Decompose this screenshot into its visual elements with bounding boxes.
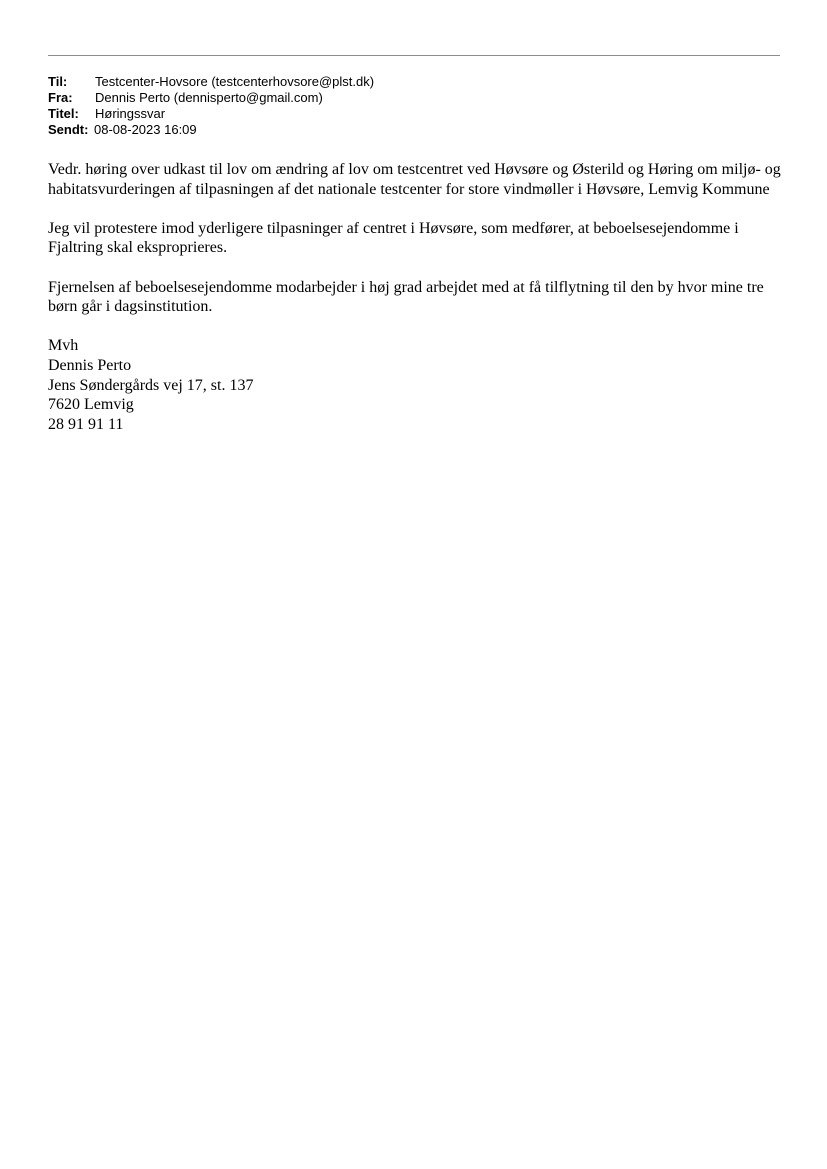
header-subject-value: Høringssvar (95, 106, 166, 121)
signature-greeting: Mvh (48, 337, 79, 355)
header-divider (48, 55, 780, 56)
email-header-block (48, 74, 374, 138)
header-sent-label: Sendt: (48, 122, 89, 137)
header-sent-row (48, 122, 374, 138)
header-from-label: Fra: (48, 90, 73, 105)
header-sent-value: 08-08-2023 16:09 (94, 122, 197, 137)
header-from-row (48, 90, 374, 106)
header-subject-row (48, 106, 374, 122)
signature-phone: 28 91 91 11 (48, 415, 124, 433)
signature-city: 7620 Lemvig (48, 396, 134, 414)
signature-block (48, 336, 783, 434)
header-from-value: Dennis Perto (dennisperto@gmail.com) (95, 90, 323, 105)
body-paragraph-protest: Jeg vil protestere imod yderligere tilpasninger af centret i Høvsøre, som medfører, at beboelsesejendomme i Fjaltring skal eksproprieres. (48, 219, 739, 257)
signature-street: Jens Søndergårds vej 17, st. 137 (48, 376, 254, 394)
body-paragraph-reason: Fjernelsen af beboelsesejendomme modarbejder i høj grad arbejdet med at få tilflytning til den by hvor mine tre børn går i dagsinstitution. (48, 278, 764, 316)
header-to-row (48, 74, 374, 90)
signature-name: Dennis Perto (48, 356, 132, 374)
body-paragraph-subject: Vedr. høring over udkast til lov om ændring af lov om testcentret ved Høvsøre og Østerild og Høring om miljø- og habitatsvurderingen af tilpasningen af det nationale testcenter for store vindmøller i Høvsøre, Lemvig Kommune (48, 161, 781, 198)
header-to-value: Testcenter-Hovsore (testcenterhovsore@plst.dk) (95, 74, 375, 89)
header-to-label: Til: (48, 74, 68, 89)
header-subject-label: Titel: (48, 106, 79, 121)
email-body (48, 160, 783, 434)
